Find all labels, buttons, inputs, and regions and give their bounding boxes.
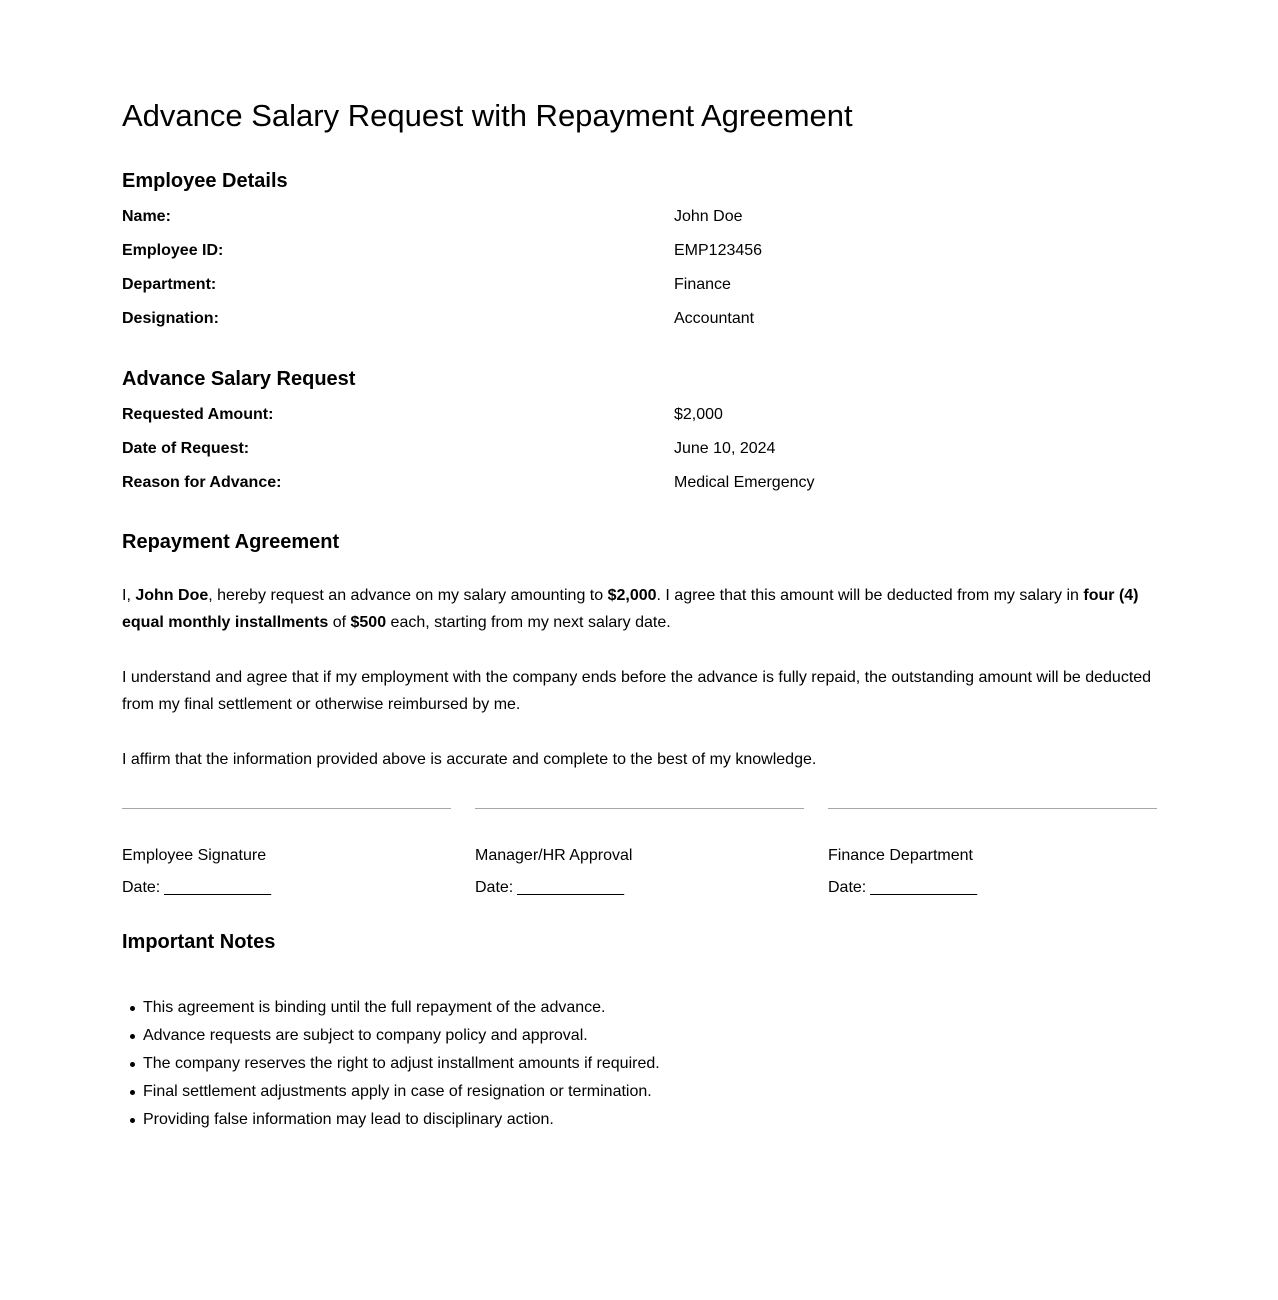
bullet-icon	[130, 1118, 135, 1123]
field-row-employee-id	[122, 234, 1157, 268]
p1-text: I,	[122, 587, 136, 604]
signature-block-employee	[122, 808, 451, 898]
p1-bold-name: John Doe	[135, 587, 209, 604]
important-notes-list	[122, 994, 1157, 1134]
date-underline: ____________	[164, 879, 272, 896]
employee-details-heading: Employee Details	[122, 170, 288, 192]
section-employee-details	[122, 169, 1157, 336]
employee-signature-label: Employee Signature	[122, 847, 267, 864]
note-text: Final settlement adjustments apply in case of resignation or termination.	[143, 1083, 652, 1100]
repayment-paragraph-3: I affirm that the information provided above is accurate and complete to the best of my knowledge.	[122, 751, 817, 768]
list-item	[122, 1106, 1157, 1134]
reason-for-advance-value: Medical Emergency	[674, 474, 815, 491]
date-of-request-label: Date of Request:	[122, 440, 250, 457]
employee-id-label: Employee ID:	[122, 242, 224, 259]
name-label: Name:	[122, 208, 171, 225]
bullet-icon	[130, 1034, 135, 1039]
field-row-designation	[122, 302, 1157, 336]
list-item	[122, 1078, 1157, 1106]
reason-for-advance-label: Reason for Advance:	[122, 474, 282, 491]
field-row-date-of-request	[122, 432, 1157, 466]
field-row-requested-amount	[122, 398, 1157, 432]
p1-bold-installment-amount: $500	[350, 614, 387, 631]
list-item	[122, 994, 1157, 1022]
date-label: Date:	[122, 879, 161, 896]
date-label: Date:	[828, 879, 867, 896]
p1-text: , hereby request an advance on my salary amounting to	[208, 587, 608, 604]
advance-request-heading: Advance Salary Request	[122, 368, 356, 390]
date-of-request-value: June 10, 2024	[674, 440, 776, 457]
p1-text: of	[328, 614, 351, 631]
repayment-paragraph-2: I understand and agree that if my employment with the company ends before the advance is fully repaid, the outstanding amount will be deducted from my final settlement or otherwise reimbursed by me.	[122, 669, 1152, 713]
requested-amount-label: Requested Amount:	[122, 406, 274, 423]
note-text: Advance requests are subject to company policy and approval.	[143, 1027, 588, 1044]
repayment-paragraph-1	[122, 582, 1157, 636]
manager-hr-date-line	[475, 878, 804, 898]
name-value: John Doe	[674, 208, 743, 225]
signature-block-finance	[828, 808, 1157, 898]
section-repayment-agreement	[122, 530, 1157, 773]
field-row-department	[122, 268, 1157, 302]
employee-id-value: EMP123456	[674, 242, 763, 259]
note-text: The company reserves the right to adjust installment amounts if required.	[143, 1055, 660, 1072]
repayment-agreement-heading: Repayment Agreement	[122, 531, 340, 553]
bullet-icon	[130, 1090, 135, 1095]
date-label: Date:	[475, 879, 514, 896]
signature-section	[122, 808, 1157, 898]
department-value: Finance	[674, 276, 731, 293]
bullet-icon	[130, 1006, 135, 1011]
field-row-reason-for-advance	[122, 466, 1157, 500]
p1-text: . I agree that this amount will be deducted from my salary in	[656, 587, 1084, 604]
important-notes-heading: Important Notes	[122, 931, 276, 953]
section-advance-salary-request	[122, 367, 1157, 500]
field-row-name	[122, 200, 1157, 234]
bullet-icon	[130, 1062, 135, 1067]
p1-bold-installments: four (4) equal monthly installments	[122, 587, 1139, 631]
p1-text: each, starting from my next salary date.	[386, 614, 671, 631]
finance-department-label: Finance Department	[828, 847, 973, 864]
section-important-notes	[122, 930, 1157, 1134]
page-title: Advance Salary Request with Repayment Agreement	[122, 98, 853, 133]
department-label: Department:	[122, 276, 217, 293]
designation-value: Accountant	[674, 310, 755, 327]
finance-date-line	[828, 878, 1157, 898]
date-underline: ____________	[517, 879, 625, 896]
note-text: Providing false information may lead to disciplinary action.	[143, 1111, 554, 1128]
requested-amount-value: $2,000	[674, 406, 723, 423]
signature-block-manager-hr	[475, 808, 804, 898]
list-item	[122, 1050, 1157, 1078]
list-item	[122, 1022, 1157, 1050]
employee-signature-date-line	[122, 878, 451, 898]
manager-hr-approval-label: Manager/HR Approval	[475, 847, 633, 864]
designation-label: Designation:	[122, 310, 219, 327]
date-underline: ____________	[870, 879, 978, 896]
note-text: This agreement is binding until the full repayment of the advance.	[143, 999, 606, 1016]
p1-bold-amount: $2,000	[607, 587, 657, 604]
